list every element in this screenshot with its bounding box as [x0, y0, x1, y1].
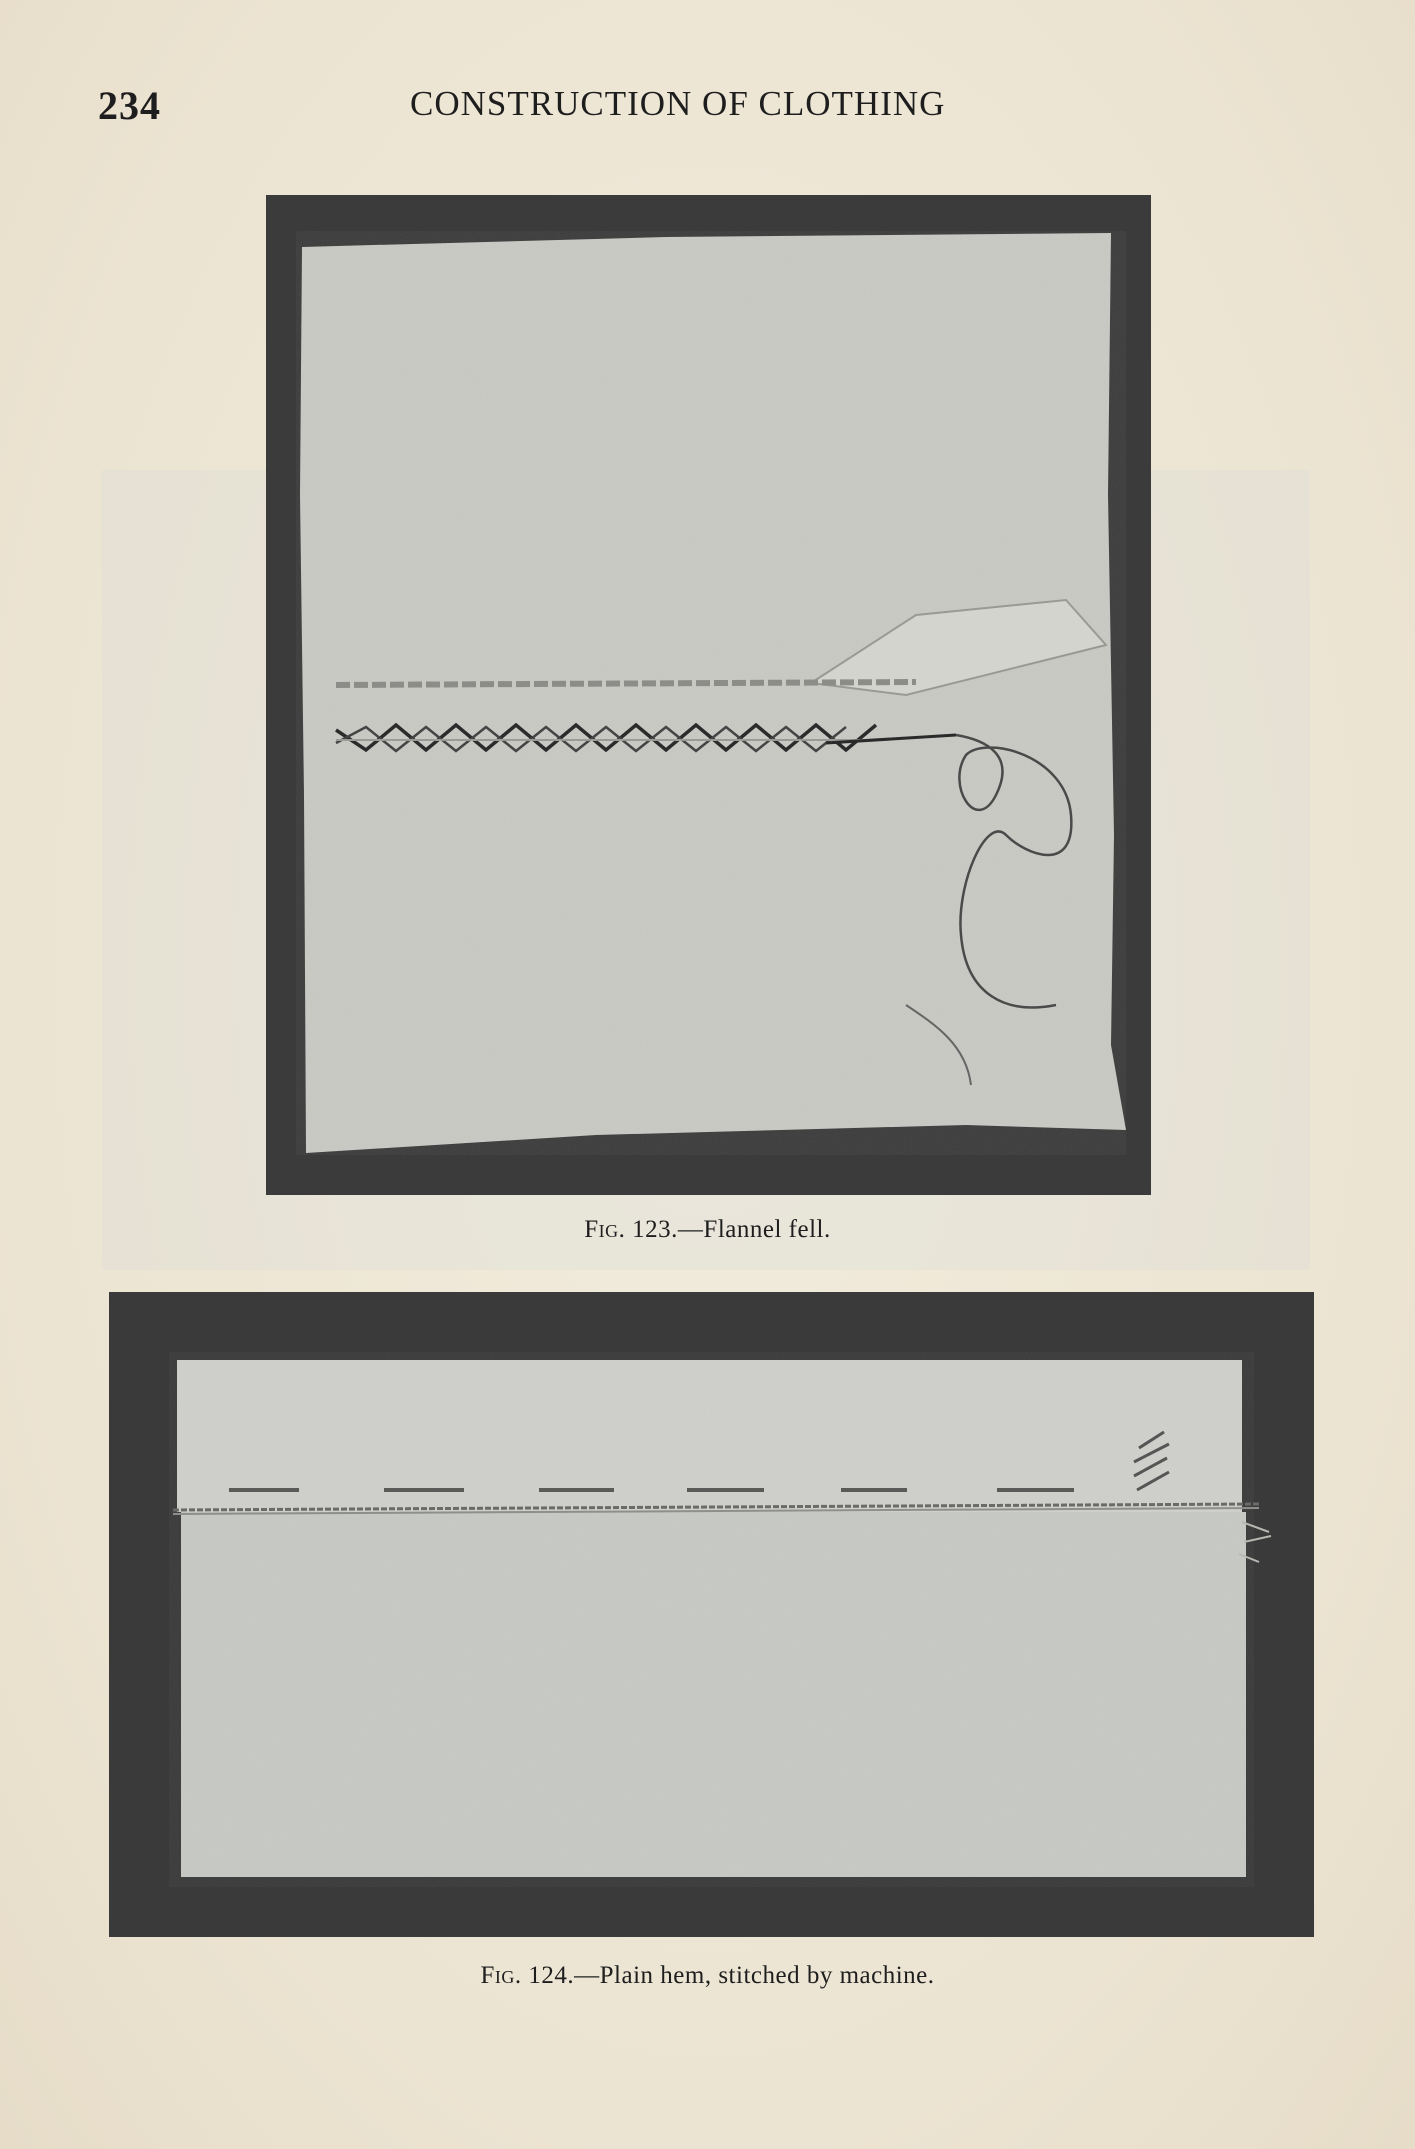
figure-123-photo	[266, 195, 1151, 1195]
figure-label: Fig. 124.	[480, 1962, 575, 1989]
running-head	[0, 82, 1415, 132]
caption-figure-123	[0, 1216, 1415, 1244]
figure-124-photo	[109, 1292, 1314, 1937]
figure-caption-text: —Plain hem, stitched by machine.	[574, 1962, 935, 1989]
figure-caption-text: —Flannel fell.	[677, 1216, 831, 1243]
running-title: CONSTRUCTION OF CLOTHING	[410, 84, 946, 123]
figure-label: Fig. 123.	[584, 1216, 678, 1243]
caption-figure-124	[0, 1962, 1415, 1990]
page-number: 234	[98, 83, 161, 128]
